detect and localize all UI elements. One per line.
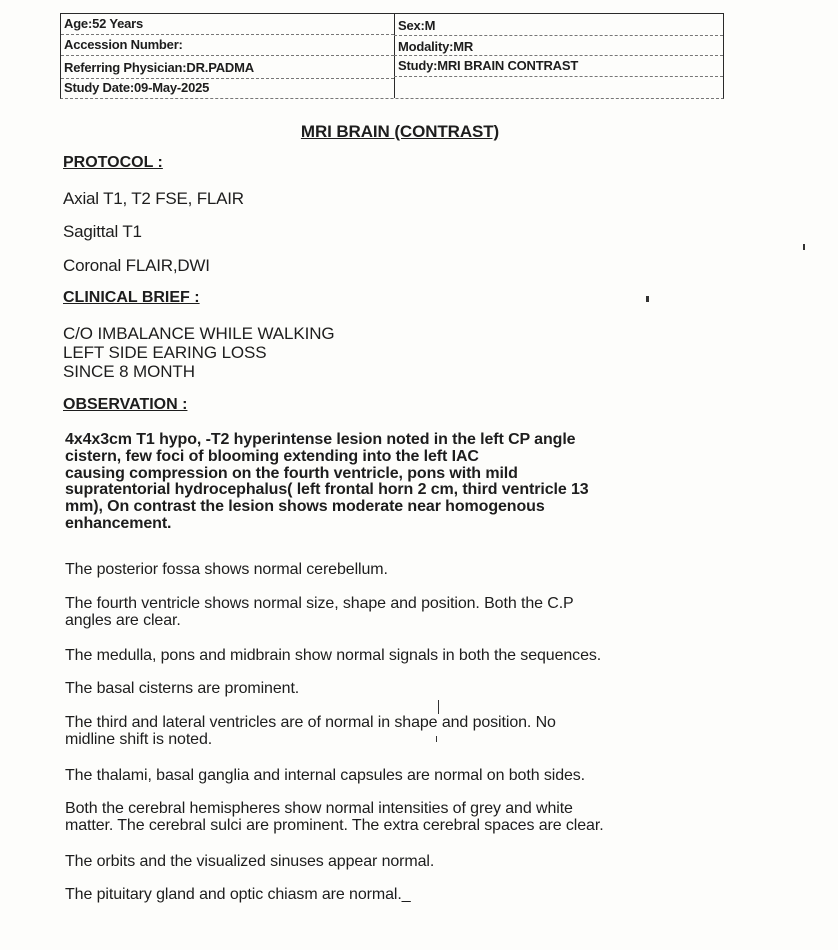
clinical-brief-text: C/O IMBALANCE WHILE WALKING LEFT SIDE EARING LOSS SINCE 8 MONTH	[63, 324, 335, 381]
finding-paragraph: The posterior fossa shows normal cerebellum.	[65, 561, 388, 578]
finding-paragraph: The pituitary gland and optic chiasm are normal._	[65, 886, 411, 903]
protocol-line: Coronal FLAIR,DWI	[63, 256, 210, 275]
scan-speck	[436, 736, 437, 742]
finding-paragraph: The fourth ventricle shows normal size, shape and position. Both the C.P angles are clear.	[65, 595, 574, 629]
protocol-line: Axial T1, T2 FSE, FLAIR	[63, 189, 244, 208]
scan-speck	[803, 244, 805, 250]
finding-paragraph: The basal cisterns are prominent.	[65, 680, 300, 697]
finding-paragraph: The thalami, basal ganglia and internal capsules are normal on both sides.	[65, 767, 586, 784]
finding-paragraph: Both the cerebral hemispheres show normal intensities of grey and white matter. The cerebral sulci are prominent. The extra cerebral spaces are clear.	[65, 800, 604, 834]
table-divider	[394, 14, 395, 98]
accession-field: Accession Number:	[64, 37, 183, 52]
modality-field: Modality:MR	[398, 39, 474, 54]
protocol-line: Sagittal T1	[63, 222, 142, 241]
finding-paragraph: The third and lateral ventricles are of normal in shape and position. No midline shift is noted.	[65, 714, 556, 748]
scan-speck	[438, 700, 439, 714]
finding-paragraph: The medulla, pons and midbrain show normal signals in both the sequences.	[65, 647, 602, 664]
lesion-description: 4x4x3cm T1 hypo, -T2 hyperintense lesion noted in the left CP angle cistern, few foci of blooming extending into the left IAC causing compression on the fourth ventricle, pons with mild supratentorial hydrocephalus( left frontal horn 2 cm, third ventricle 13 mm), On contrast the lesion shows moderate near homogenous enhancement.	[65, 431, 589, 532]
scan-speck	[646, 296, 649, 302]
sex-field: Sex:M	[398, 18, 436, 33]
clinical-brief-heading: CLINICAL BRIEF :	[63, 289, 200, 306]
finding-paragraph: The orbits and the visualized sinuses appear normal.	[65, 853, 435, 870]
patient-info-table	[60, 13, 724, 99]
age-field: Age:52 Years	[64, 16, 144, 31]
protocol-heading: PROTOCOL :	[63, 154, 163, 171]
observation-heading: OBSERVATION :	[63, 396, 188, 413]
study-field: Study:MRI BRAIN CONTRAST	[398, 58, 579, 73]
study-date-field: Study Date:09-May-2025	[64, 80, 210, 95]
report-title: MRI BRAIN (CONTRAST)	[300, 122, 500, 141]
referring-physician-field: Referring Physician:DR.PADMA	[64, 60, 254, 75]
